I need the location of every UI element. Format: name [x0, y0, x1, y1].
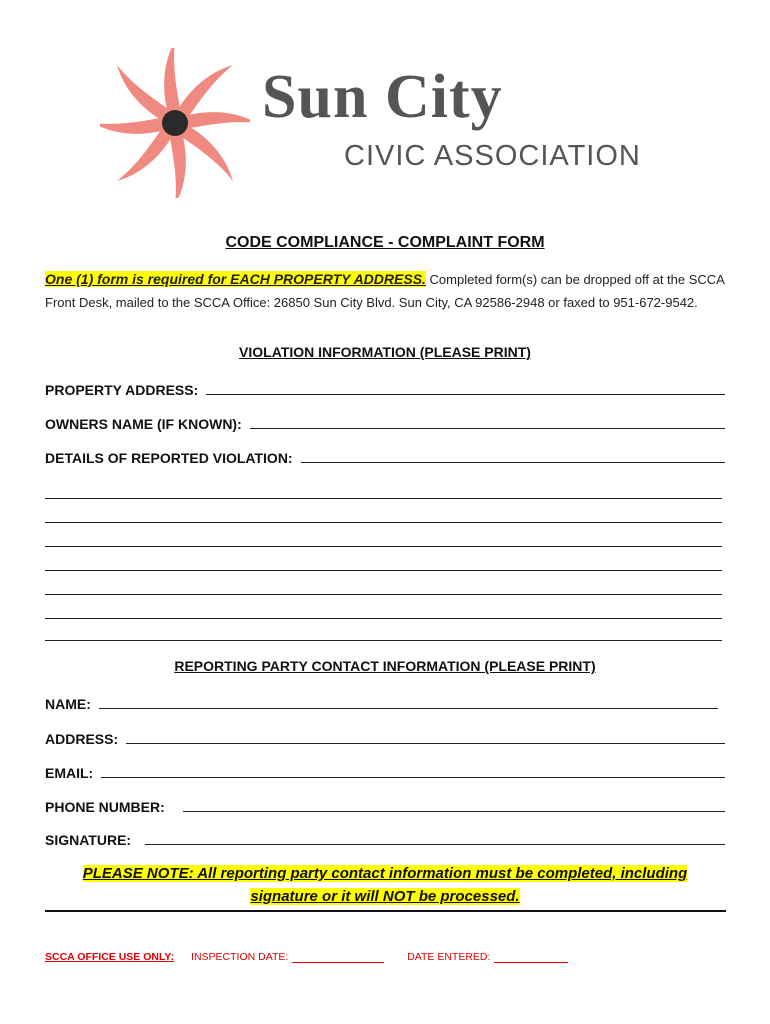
date-entered-line[interactable] [494, 962, 568, 963]
office-use-row [45, 951, 568, 963]
details-line[interactable] [45, 522, 722, 523]
please-note-line-1: PLEASE NOTE: All reporting party contact information must be completed, including [82, 865, 688, 882]
details-line[interactable] [45, 570, 722, 571]
violation-details-field[interactable] [45, 446, 725, 466]
divider [45, 910, 726, 912]
violation-details-input-line[interactable] [301, 462, 725, 463]
name-input-line[interactable] [99, 708, 718, 709]
email-input-line[interactable] [101, 777, 725, 778]
swirl-logo-icon [100, 48, 250, 198]
address-input-line[interactable] [126, 743, 725, 744]
violation-heading: VIOLATION INFORMATION (PLEASE PRINT) [239, 344, 531, 360]
date-entered-label: DATE ENTERED: [407, 951, 491, 963]
phone-label: PHONE NUMBER: [45, 799, 165, 815]
name-field[interactable] [45, 692, 718, 712]
phone-field[interactable] [45, 795, 725, 815]
owners-name-field[interactable] [45, 412, 725, 432]
intro-highlight: One (1) form is required for EACH PROPERTY ADDRESS. [45, 271, 426, 287]
office-use-label: SCCA OFFICE USE ONLY: [45, 951, 175, 963]
email-field[interactable] [45, 761, 725, 781]
signature-input-line[interactable] [145, 844, 725, 845]
brand-name: Sun City [262, 63, 503, 131]
inspection-date-line[interactable] [292, 962, 384, 963]
property-address-label: PROPERTY ADDRESS: [45, 382, 199, 398]
name-label: NAME: [45, 696, 91, 712]
property-address-input-line[interactable] [206, 394, 725, 395]
violation-details-label: DETAILS OF REPORTED VIOLATION: [45, 450, 293, 466]
form-title: CODE COMPLIANCE - COMPLAINT FORM [225, 234, 545, 251]
details-line[interactable] [45, 498, 722, 499]
phone-input-line[interactable] [183, 811, 725, 812]
form-intro [45, 268, 730, 314]
reporting-heading: REPORTING PARTY CONTACT INFORMATION (PLEASE PRINT) [174, 658, 596, 674]
details-line[interactable] [45, 640, 722, 641]
details-line[interactable] [45, 618, 722, 619]
details-line[interactable] [45, 546, 722, 547]
owners-name-input-line[interactable] [250, 428, 725, 429]
inspection-date-label: INSPECTION DATE: [191, 951, 289, 963]
signature-label: SIGNATURE: [45, 832, 132, 848]
address-field[interactable] [45, 727, 725, 747]
owners-name-label: OWNERS NAME (IF KNOWN): [45, 416, 242, 432]
brand-subtitle: CIVIC ASSOCIATION [344, 140, 641, 172]
please-note-line-2: signature or it will NOT be processed. [250, 888, 520, 905]
address-label: ADDRESS: [45, 731, 119, 747]
sun-city-logo [100, 48, 670, 198]
property-address-field[interactable] [45, 378, 725, 398]
intro-text: Completed form(s) can be dropped off at the SCCA Front Desk, mailed to the SCCA Office: 26850 Sun City Blvd. Sun City, CA 92586-2948 or faxed to 951-672-9542. [45, 272, 725, 310]
email-label: EMAIL: [45, 765, 94, 781]
details-line[interactable] [45, 594, 722, 595]
signature-field[interactable] [45, 828, 725, 848]
please-note [0, 862, 770, 908]
